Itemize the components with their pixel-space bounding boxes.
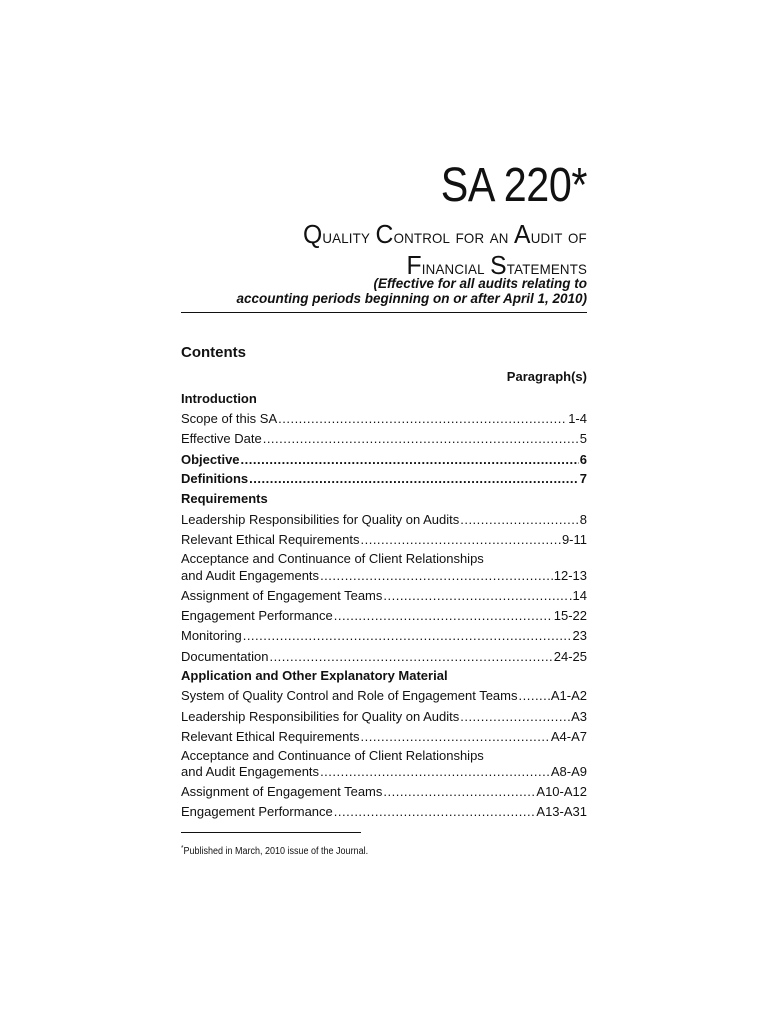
effective-note-line-2: accounting periods beginning on or after April 1, 2010) (236, 291, 587, 306)
toc-entry[interactable]: System of Quality Control and Role of Engagement Teams ..... A1-A2 (181, 687, 587, 705)
paragraphs-heading: Paragraph(s) (506, 369, 587, 384)
toc-entry[interactable]: Leadership Responsibilities for Quality on Audits ..... A3 (181, 708, 587, 726)
toc-entry[interactable]: Assignment of Engagement Teams ..... .14 (181, 587, 587, 605)
toc-entry[interactable]: Documentation ..... 24-25 (181, 648, 587, 666)
toc-entry-definitions[interactable]: Definitions ..... 7 (181, 470, 587, 488)
section-heading-requirements: Requirements (181, 491, 268, 506)
toc-entry[interactable]: Engagement Performance ..... A13-A31 (181, 803, 587, 821)
footnote-text: Published in March, 2010 issue of the Journal. (183, 846, 369, 857)
toc-entry[interactable]: Engagement Performance ..... 15-22 (181, 607, 587, 625)
effective-note-line-1: (Effective for all audits relating to (373, 276, 587, 291)
toc-entry[interactable]: Relevant Ethical Requirements ..... A4-A7 (181, 728, 587, 746)
footnote-marker: * (181, 845, 184, 852)
toc-entry[interactable]: Monitoring ..... 23 (181, 627, 587, 645)
toc-entry[interactable]: and Audit Engagements ..... 12-13 (181, 567, 587, 585)
toc-entry-line-1[interactable]: Acceptance and Continuance of Client Relationships (181, 748, 484, 763)
footnote (181, 845, 368, 857)
toc-entry[interactable]: Leadership Responsibilities for Quality on Audits ..... 8 (181, 511, 587, 529)
title-line-2: Financial Statements (406, 250, 587, 280)
standard-number: SA 220* (440, 159, 587, 212)
section-heading-application: Application and Other Explanatory Material (181, 668, 448, 683)
section-heading-introduction: Introduction (181, 391, 257, 406)
title-line-1: Quality Control for an Audit of (303, 219, 587, 249)
toc-entry[interactable]: Relevant Ethical Requirements ..... 9-11 (181, 531, 587, 549)
toc-entry[interactable]: and Audit Engagements ..... A8-A9 (181, 763, 587, 781)
contents-heading: Contents (181, 344, 246, 361)
toc-entry[interactable]: Effective Date ..... 5 (181, 430, 587, 448)
footnote-divider (181, 832, 361, 833)
toc-entry-objective[interactable]: Objective ..... 6 (181, 451, 587, 469)
header-divider (181, 312, 587, 313)
toc-entry-line-1[interactable]: Acceptance and Continuance of Client Relationships (181, 551, 484, 566)
toc-entry[interactable]: Assignment of Engagement Teams ..... A10-A12 (181, 783, 587, 801)
toc-entry[interactable]: Scope of this SA ..... 1-4 (181, 410, 587, 428)
